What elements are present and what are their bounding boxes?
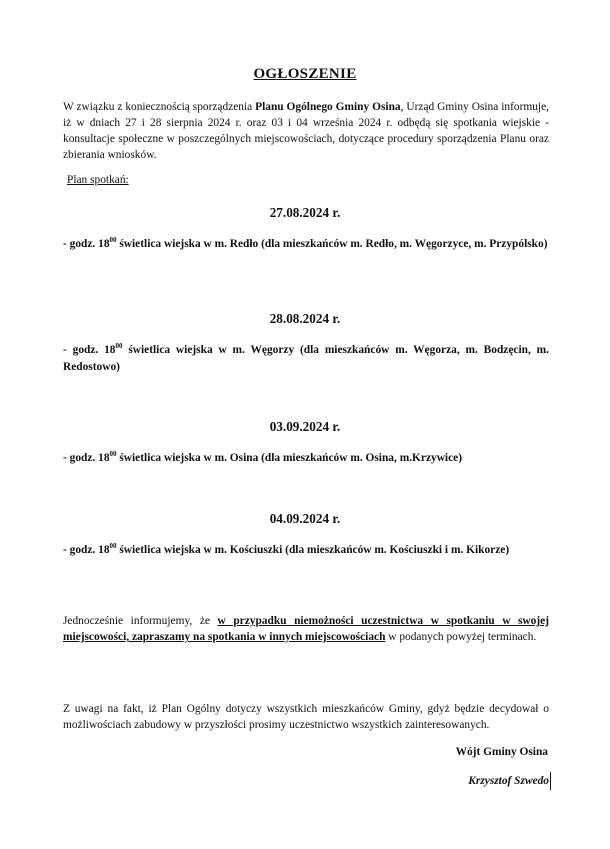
meeting-time-minutes: 00 (109, 450, 117, 458)
text-cursor (550, 772, 551, 790)
meeting-time-minutes: 00 (109, 236, 117, 244)
intro-text-start: W związku z koniecznością sporządzenia (63, 101, 256, 113)
meeting-location: świetlica wiejska w m. Kościuszki (dla mieszkańców m. Kościuszki i m. Kikorze) (116, 544, 510, 556)
signature-name: Krzysztof Szwedo (468, 775, 549, 787)
meeting-time-minutes: 00 (115, 342, 123, 350)
meeting-date: 03.09.2024 r. (269, 419, 341, 434)
meeting-entry (63, 450, 549, 467)
meeting-date: 04.09.2024 r. (269, 511, 341, 526)
intro-paragraph (63, 99, 549, 163)
meeting-time: - godz. 18 (63, 452, 110, 464)
meeting-location: świetlica wiejska w m. Węgorzy (dla mieszkańców m. Węgorza, m. Bodzęcin, m. Redostowo) (63, 344, 549, 373)
meeting-entry (63, 542, 549, 559)
meeting-time: - godz. 18 (63, 544, 110, 556)
meeting-time-minutes: 00 (109, 542, 117, 550)
meeting-time: - godz. 18 (63, 238, 110, 250)
notice-paragraph (63, 613, 549, 645)
meeting-time: - godz. 18 (63, 344, 116, 356)
announcement-title: OGŁOSZENIE (253, 66, 357, 82)
signature-role: Wójt Gminy Osina (455, 746, 548, 758)
meeting-date: 28.08.2024 r. (269, 311, 341, 326)
meeting-location: świetlica wiejska w m. Redło (dla mieszkańców m. Redło, m. Węgorzyce, m. Przypólsko) (116, 238, 548, 250)
meeting-location: świetlica wiejska w m. Osina (dla mieszkańców m. Osina, m.Krzywice) (116, 452, 462, 464)
closing-paragraph: Z uwagi na fakt, iż Plan Ogólny dotyczy wszystkich mieszkańców Gminy, gdyż będzie decydował o możliwościach zabudowy w przyszłości prosimy uczestnictwo wszystkich zainteresowanych. (63, 703, 549, 731)
plan-name: Planu Ogólnego Gminy Osina (255, 101, 401, 113)
meeting-date: 27.08.2024 r. (269, 205, 341, 220)
intro-text-end: , Urząd Gminy Osina informuje, iż w dniach 27 i 28 sierpnia 2024 r. oraz 03 i 04 września 2024 r. odbędą się spotkania wiejskie - konsultacje społeczne w poszczególnych miejscowościach, dotyczące procedury sporządzenia Planu oraz zbierania wniosków. (63, 101, 549, 161)
meeting-entry (63, 236, 549, 253)
notice-emphasis: w przypadku niemożności uczestnictwa w spotkaniu w swojej miejscowości, zapraszamy na spotkania w innych miejscowościach (63, 615, 549, 643)
notice-text-start: Jednocześnie informujemy, że (63, 615, 218, 627)
meeting-entry (63, 342, 549, 375)
plan-label: Plan spotkań: (67, 174, 129, 186)
notice-text-end: w podanych powyżej terminach. (385, 631, 537, 643)
